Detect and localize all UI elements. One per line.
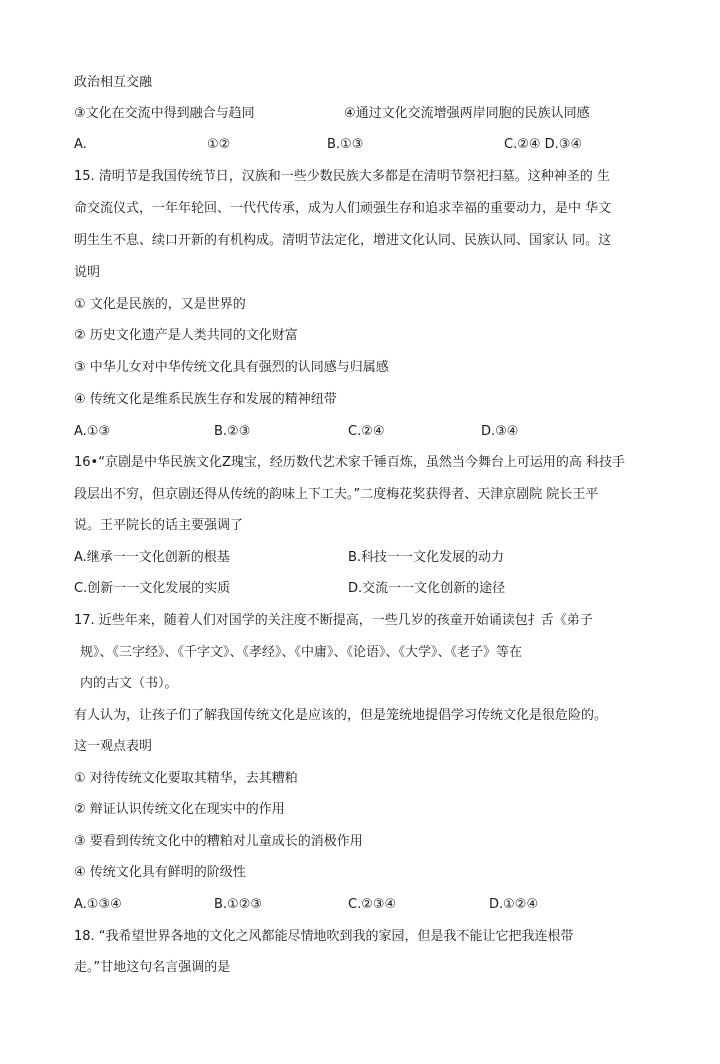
q16-answer-b: B.科技一一文化发展的动力 xyxy=(348,550,505,565)
q17-item: ② 辩证认识传统文化在现实中的作用 xyxy=(74,802,285,817)
q16-answer-d: D.交流一一文化创新的途径 xyxy=(348,581,506,596)
q15-answer-a: A.①③ xyxy=(74,424,111,439)
q17-item: ① 对待传统文化要取其精华，去其糟粕 xyxy=(74,771,298,786)
text-line: 政治相互交融 xyxy=(74,75,153,90)
q14-answer-a-label: A. xyxy=(74,137,87,152)
q17-answer-d: D.①②④ xyxy=(489,897,539,912)
q17-stem-line: 这一观点表明 xyxy=(74,739,153,754)
q18-stem-line: 18. “我希望世界各地的文化之风都能尽情地吹到我的家园，但是我不能让它把我连根带 xyxy=(74,929,574,944)
q17-stem-line: 规》、《三字经》、《千字文》、《孝经》、《中庸》、《论语》、《大学》、《老子》等在 xyxy=(80,645,523,660)
q17-answer-c: C.②③④ xyxy=(348,897,397,912)
q16-stem-line: 段层出不穷，但京剧还得从传统的韵味上下工夫。”二度梅花奖获得者、天津京剧院 院长王平 xyxy=(74,487,599,502)
q18-stem-line: 走。”甘地这句名言强调的是 xyxy=(74,960,231,975)
q17-stem-line: 有人认为，让孩子们了解我国传统文化是应该的，但是笼统地提倡学习传统文化是很危险的。 xyxy=(74,708,608,723)
q15-stem-line: 说明 xyxy=(74,265,101,280)
q14-answer-cd: C.②④ D.③④ xyxy=(504,137,583,152)
q17-stem-line: 内的古文（书）。 xyxy=(80,676,178,691)
q15-answer-b: B.②③ xyxy=(214,424,251,439)
q16-answer-c: C.创新一一文化发展的实质 xyxy=(74,581,231,596)
q14-answer-a: ①② xyxy=(207,137,231,152)
q15-item: ② 历史文化遗产是人类共同的文化财富 xyxy=(74,328,298,343)
q15-stem-line: 命交流仪式，一年年轮回、一代代传承，成为人们顽强生存和追求幸福的重要动力，是中 华文 xyxy=(74,201,612,216)
q16-stem-line: 16•“京剧是中华民族文化Z瑰宝，经历数代艺术家千锤百炼，虽然当今舞台上可运用的高 科技手 xyxy=(74,455,625,470)
q17-stem-line: 17. 近些年来，随着人们对国学的关注度不断提高，一些几岁的孩童开始诵读包扌舌《弟子 xyxy=(74,613,593,628)
q15-stem-line: 明生生不息、续口开新的有机构成。清明节法定化，增进文化认同、民族认同、国家认 同。这 xyxy=(74,233,612,248)
q15-answer-d: D.③④ xyxy=(481,424,519,439)
q15-stem-line: 15. 清明节是我国传统节日，汉族和一些少数民族大多都是在清明节祭祀扫墓。这种神圣的 生 xyxy=(74,169,610,184)
q15-answer-c: C.②④ xyxy=(348,424,385,439)
q14-option-4: ④通过文化交流增强两岸同胞的民族认同感 xyxy=(344,106,590,121)
q15-item: ① 文化是民族的，又是世界的 xyxy=(74,297,246,312)
q17-answer-b: B.①②③ xyxy=(214,897,263,912)
q16-stem-line: 说。王平院长的话主要强调了 xyxy=(74,518,244,533)
q14-option-3: ③文化在交流中得到融合与趋同 xyxy=(74,106,255,121)
q16-answer-a: A.继承一一文化创新的根基 xyxy=(74,550,230,565)
q14-answer-b: B.①③ xyxy=(327,137,364,152)
q17-answer-a: A.①③④ xyxy=(74,897,122,912)
q17-item: ④ 传统文化具有鲜明的阶级性 xyxy=(74,865,246,880)
q15-item: ④ 传统文化是维系民族生存和发展的精神纽带 xyxy=(74,392,337,407)
q17-item: ③ 要看到传统文化中的糟粕对儿童成长的消极作用 xyxy=(74,834,363,849)
q15-item: ③ 中华儿女对中华传统文化具有强烈的认同感与归属感 xyxy=(74,360,389,375)
